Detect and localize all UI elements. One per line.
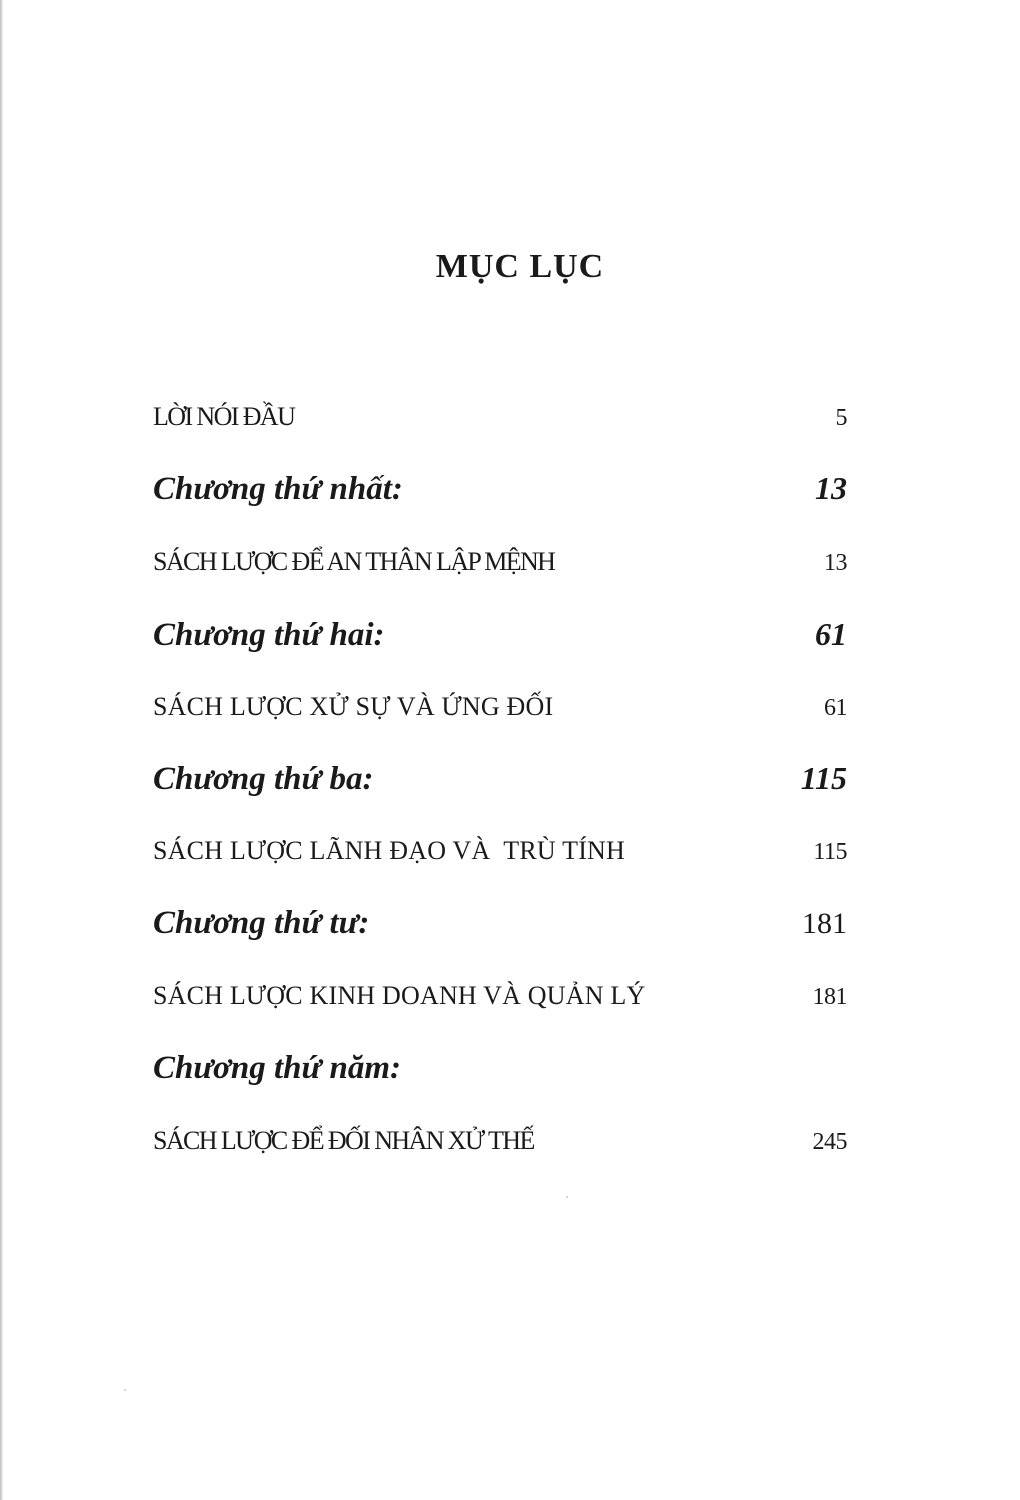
paper-speck — [566, 1196, 568, 1198]
toc-chapter-4 — [153, 905, 847, 942]
toc-entry-page: 181 — [812, 984, 847, 1010]
toc-chapter-page: 115 — [800, 760, 847, 796]
toc-chapter-1 — [153, 470, 847, 508]
toc-chapter-label: Chương thứ nhất: — [153, 471, 403, 507]
paper-speck — [124, 1389, 126, 1391]
toc-entry-preface — [153, 402, 847, 432]
page-edge — [0, 0, 3, 1500]
toc-chapter-page: 181 — [802, 907, 847, 940]
toc-chapter-label: Chương thứ ba: — [153, 761, 374, 797]
toc-entry-label: SÁCH LƯỢC ĐỂ AN THÂN LẬP MỆNH — [153, 547, 555, 576]
toc-entry-page: 61 — [824, 695, 847, 721]
toc-chapter-label: Chương thứ tư: — [153, 905, 370, 941]
toc-entry-page: 115 — [813, 839, 847, 865]
toc-entry-page: 245 — [812, 1129, 847, 1155]
toc-entry-section-3 — [153, 836, 847, 866]
toc-entry-section-2 — [153, 692, 847, 722]
toc-chapter-label: Chương thứ năm: — [153, 1050, 401, 1086]
toc-entry-label: SÁCH LƯỢC XỬ SỰ VÀ ỨNG ĐỐI — [153, 692, 554, 721]
toc-entry-label: LỜI NÓI ĐẦU — [153, 402, 295, 431]
toc-entry-page: 5 — [835, 405, 847, 431]
toc-chapter-5 — [153, 1050, 847, 1087]
toc-chapter-page: 13 — [815, 470, 847, 506]
toc-entry-label: SÁCH LƯỢC KINH DOANH VÀ QUẢN LÝ — [153, 981, 646, 1010]
toc-entry-label: SÁCH LƯỢC ĐỂ ĐỐI NHÂN XỬ THẾ — [153, 1126, 534, 1155]
toc-entry-label: SÁCH LƯỢC LÃNH ĐẠO VÀ TRÙ TÍNH — [153, 836, 626, 865]
toc-entry-section-4 — [153, 981, 847, 1011]
page-title: MỤC LỤC — [435, 248, 605, 285]
toc-entry-page: 13 — [824, 550, 847, 576]
toc-entry-section-5 — [153, 1126, 847, 1156]
toc-chapter-label: Chương thứ hai: — [153, 617, 385, 653]
toc-chapter-3 — [153, 760, 847, 798]
toc-entry-section-1 — [153, 547, 847, 577]
toc-chapter-page: 61 — [815, 616, 847, 652]
toc-chapter-2 — [153, 616, 847, 654]
